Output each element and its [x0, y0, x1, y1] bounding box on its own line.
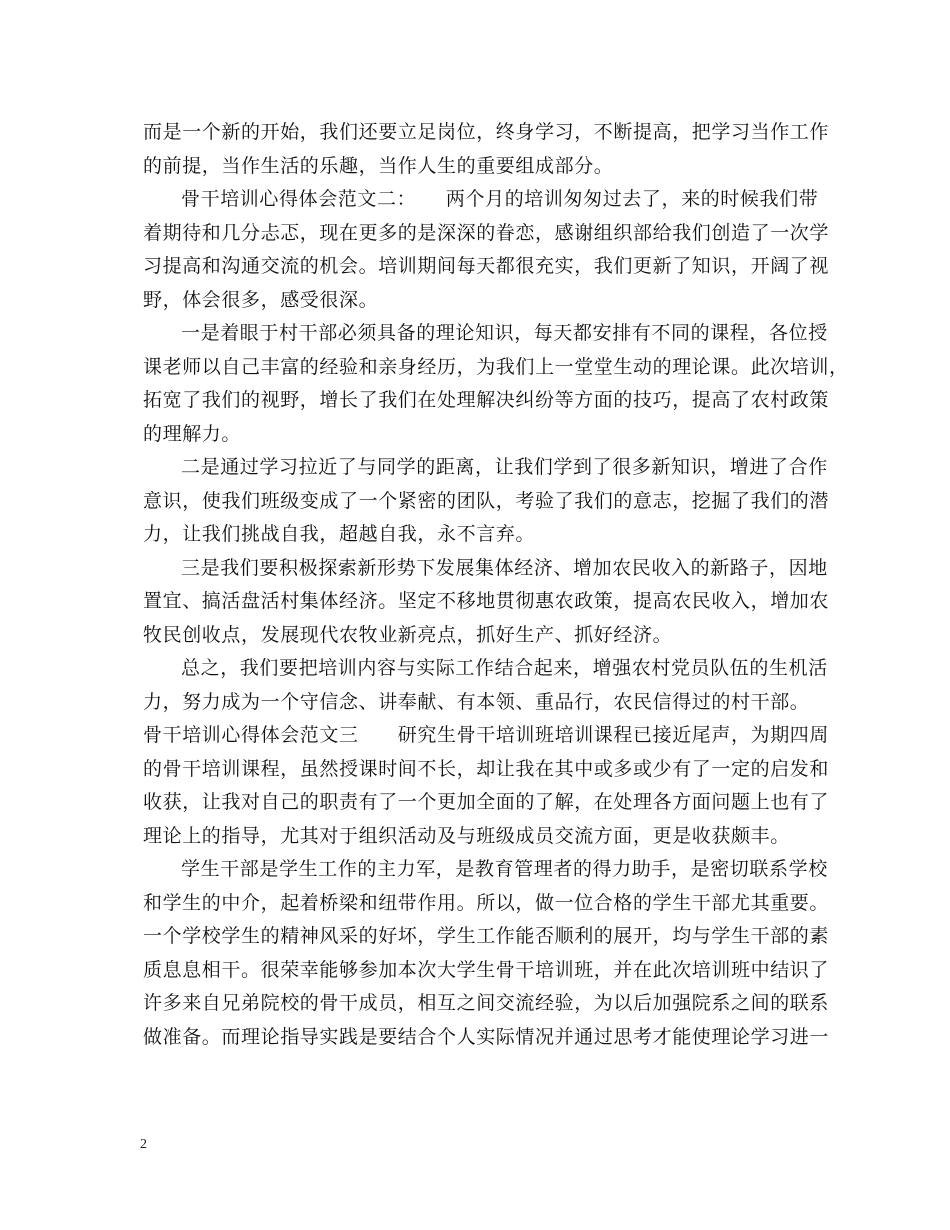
text-line: 置宜、搞活盘活村集体经济。坚定不移地贯彻惠农政策，提高农民收入，增加农 [143, 590, 830, 612]
text-line: 课老师以自己丰富的经验和亲身经历，为我们上一堂堂生动的理论课。此次培训， [143, 355, 849, 378]
text-line: 三是我们要积极探索新形势下发展集体经济、增加农民收入的新路子，因地 [181, 556, 828, 579]
text-line: 的理解力。 [143, 422, 242, 445]
page-number: 2 [140, 1137, 147, 1152]
text-line: 力，努力成为一个守信念、讲奉献、有本领、重品行，农民信得过的村干部。 [143, 690, 810, 713]
text-line: 质息息相干。很荣幸能够参加本次大学生骨干培训班，并在此次培训班中结识了 [143, 958, 830, 981]
text-line: 野，体会很多，感受很深。 [143, 288, 379, 311]
text-line: 二是通过学习拉近了与同学的距离，让我们学到了很多新知识，增进了合作 [181, 456, 828, 478]
text-line: 学生干部是学生工作的主力军，是教育管理者的得力助手，是密切联系学校 [181, 858, 828, 880]
text-line: 的前提，当作生活的乐趣，当作人生的重要组成部分。 [143, 154, 614, 177]
text-line: 骨干培训心得体会范文二： 两个月的培训匆匆过去了，来的时候我们带 [181, 188, 819, 210]
text-line: 力，让我们挑战自我，超越自我，永不言弃。 [143, 523, 536, 545]
text-line: 牧民创收点，发展现代农牧业新亮点，抓好生产、抓好经济。 [143, 623, 673, 646]
text-line: 习提高和沟通交流的机会。培训期间每天都很充实，我们更新了知识，开阔了视 [143, 255, 830, 277]
body-text [143, 116, 849, 1054]
text-line: 收获，让我对自己的职责有了一个更加全面的了解，在处理各方面问题上也有了 [143, 791, 830, 813]
text-line: 一个学校学生的精神风采的好坏，学生工作能否顺利的展开，均与学生干部的素 [143, 925, 830, 947]
text-line: 的骨干培训课程，虽然授课时间不长，却让我在其中或多或少有了一定的启发和 [143, 757, 830, 780]
text-line: 一是着眼于村干部必须具备的理论知识，每天都安排有不同的课程，各位授 [181, 322, 828, 344]
text-line: 着期待和几分忐忑，现在更多的是深深的眷恋，感谢组织部给我们创造了一次学 [143, 221, 830, 244]
text-line: 意识，使我们班级变成了一个紧密的团队，考验了我们的意志，挖掘了我们的潜 [143, 489, 830, 512]
text-line: 做准备。而理论指导实践是要结合个人实际情况并通过思考才能使理论学习进一 [143, 1025, 830, 1048]
text-line: 拓宽了我们的视野，增长了我们在处理解决纠纷等方面的技巧，提高了农村政策 [143, 389, 830, 411]
text-line: 和学生的中介，起着桥梁和纽带作用。所以，做一位合格的学生干部尤其重要。 [143, 891, 830, 914]
text-line: 骨干培训心得体会范文三 研究生骨干培训班培训课程已接近尾声，为期四周 [143, 724, 830, 746]
text-line: 总之，我们要把培训内容与实际工作结合起来，增强农村党员队伍的生机活 [181, 657, 828, 679]
text-line: 许多来自兄弟院校的骨干成员，相互之间交流经验，为以后加强院系之间的联系 [143, 992, 830, 1014]
text-line: 而是一个新的开始，我们还要立足岗位，终身学习，不断提高，把学习当作工作 [143, 121, 830, 143]
text-line: 理论上的指导，尤其对于组织活动及与班级成员交流方面，更是收获颇丰。 [143, 824, 790, 847]
